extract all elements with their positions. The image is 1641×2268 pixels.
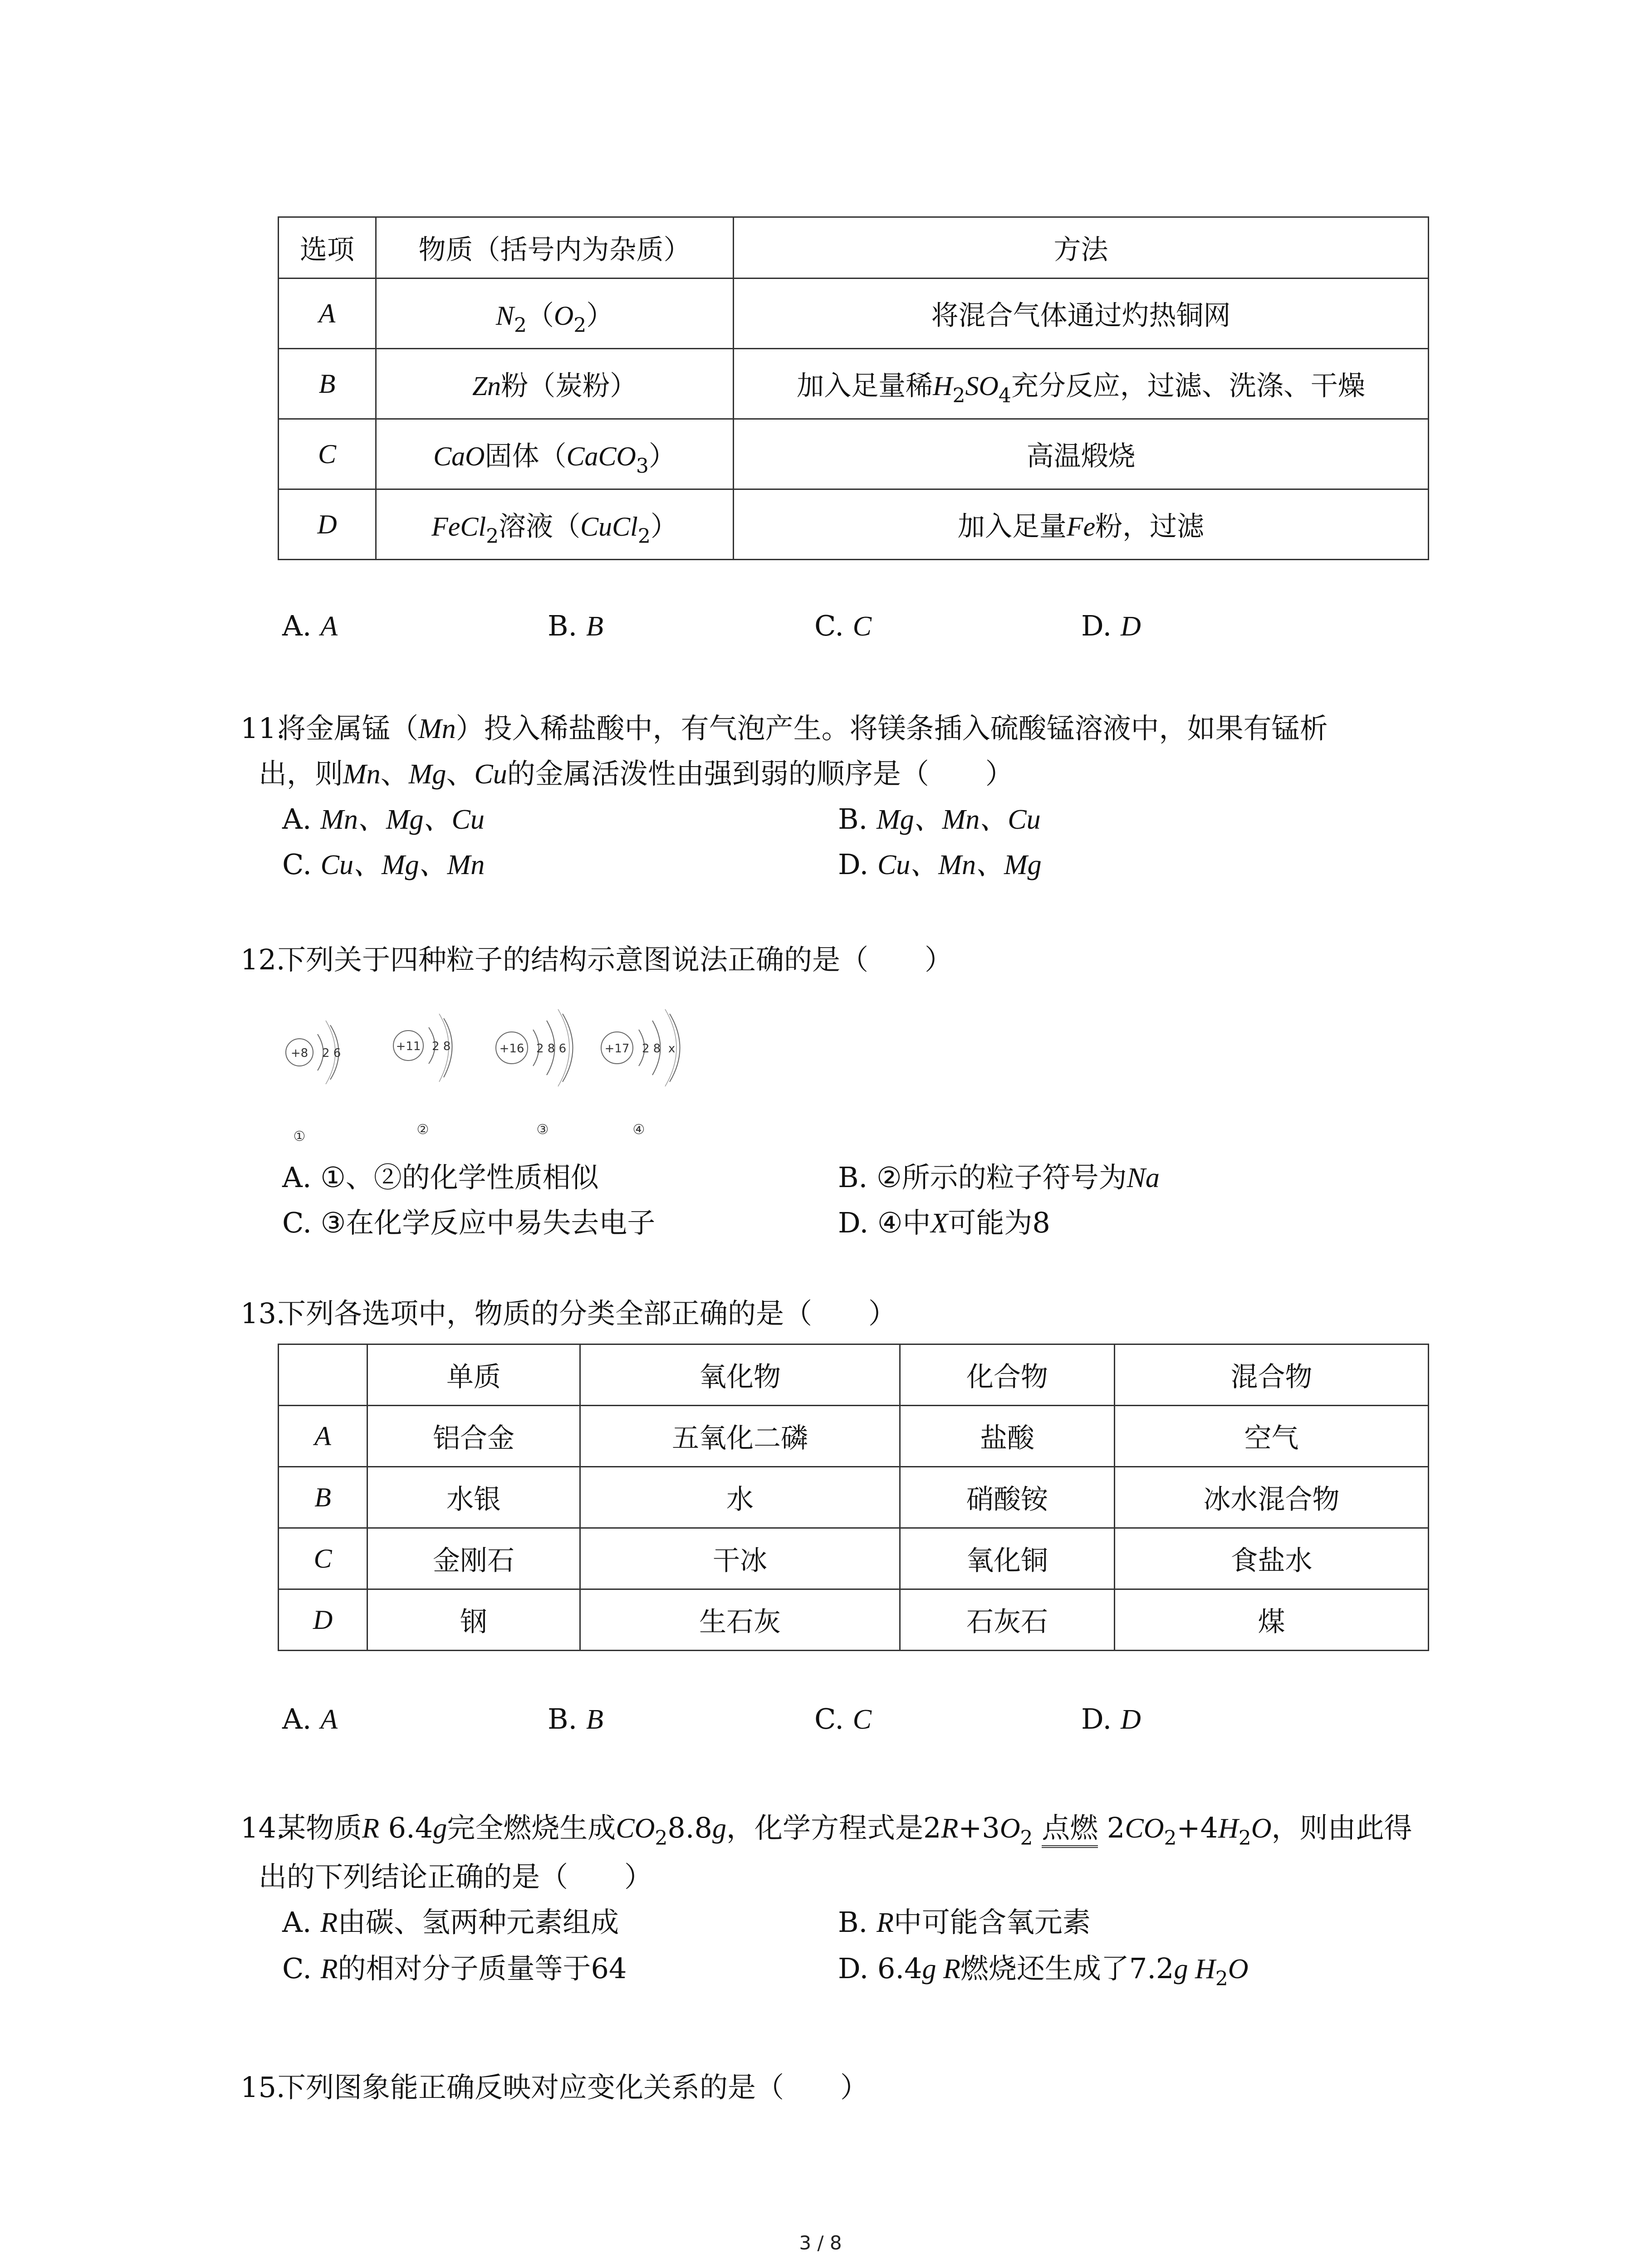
q12-option-d[interactable]: D. ④中X可能为8	[838, 1206, 1050, 1239]
table-cell: 空气	[1115, 1406, 1429, 1467]
header-blank	[279, 1344, 367, 1406]
table-cell: 钢	[367, 1589, 580, 1651]
table-row	[279, 1467, 1429, 1528]
q11-option-c[interactable]: C. Cu、Mg、Mn	[282, 848, 485, 881]
method-cell: 加入足量Fe粉，过滤	[734, 489, 1429, 560]
table-cell: 金刚石	[367, 1528, 580, 1589]
svg-text:③: ③	[536, 1122, 549, 1138]
q13-option-a[interactable]: A. A	[282, 1702, 338, 1735]
q15-number: 15.	[240, 2071, 285, 2104]
svg-text:②: ②	[416, 1122, 429, 1138]
option-cell: A	[279, 1406, 367, 1467]
atom-diagram-3	[496, 1009, 573, 1138]
q14-option-a[interactable]: A. R由碳、氢两种元素组成	[282, 1906, 619, 1939]
option-cell: D	[279, 489, 376, 560]
option-cell: C	[279, 1528, 367, 1589]
table-cell: 食盐水	[1115, 1528, 1429, 1589]
method-cell: 高温煅烧	[734, 419, 1429, 489]
svg-text:+16: +16	[499, 1042, 524, 1056]
table-row	[279, 419, 1429, 489]
atom-diagram-2	[393, 1014, 452, 1138]
table-cell: 干冰	[580, 1528, 900, 1589]
option-cell: B	[279, 349, 376, 419]
q12-option-a[interactable]: A. ①、②的化学性质相似	[282, 1161, 599, 1194]
q14-stem-line1: 某物质R 6.4g完全燃烧生成$CO_28.8g$，化学方程式是$2R+3O_2$ 点燃 $2CO_2+4H_2O$，则由此得	[278, 1811, 1412, 1850]
q12-option-b[interactable]: B. ②所示的粒子符号为Na	[838, 1161, 1160, 1194]
table-row	[279, 1589, 1429, 1651]
table-cell: 铝合金	[367, 1406, 580, 1467]
svg-text:+11: +11	[396, 1040, 421, 1053]
option-cell: C	[279, 419, 376, 489]
svg-text:2 8 6: 2 8 6	[536, 1042, 567, 1056]
q13-option-c[interactable]: C. C	[814, 1702, 872, 1735]
q14-number: 14.	[240, 1811, 285, 1844]
q11-stem-line1: 将金属锰（Mn）投入稀盐酸中，有气泡产生。将镁条插入硫酸锰溶液中，如果有锰析	[278, 712, 1328, 745]
q14-option-d[interactable]: D. 6.4g R燃烧还生成了7.2g $H_2O$	[838, 1952, 1249, 1990]
table-cell: 氧化铜	[900, 1528, 1115, 1589]
header-oxide: 氧化物	[580, 1344, 900, 1406]
svg-text:④: ④	[632, 1122, 645, 1138]
table-cell: 生石灰	[580, 1589, 900, 1651]
svg-text:+8: +8	[290, 1046, 309, 1060]
q11-option-d[interactable]: D. Cu、Mn、Mg	[838, 848, 1042, 881]
header-mixture: 混合物	[1115, 1344, 1429, 1406]
q11-option-b[interactable]: B. Mg、Mn、Cu	[838, 802, 1041, 836]
q10-option-b[interactable]: B. B	[548, 609, 603, 642]
table-row	[279, 1406, 1429, 1467]
atom-diagram-4	[601, 1009, 680, 1138]
q13-option-d[interactable]: D. D	[1081, 1702, 1141, 1735]
svg-text:2 6: 2 6	[322, 1046, 341, 1060]
q10-option-a[interactable]: A. A	[282, 609, 338, 642]
q13-number: 13.	[240, 1297, 285, 1330]
atomic-structure-diagrams	[272, 989, 726, 1148]
svg-text:①: ①	[293, 1129, 306, 1144]
q13-stem: 下列各选项中，物质的分类全部正确的是（ ）	[278, 1297, 897, 1330]
method-cell: 将混合气体通过灼热铜网	[734, 279, 1429, 349]
table-row	[279, 279, 1429, 349]
reaction-condition: 点燃	[1042, 1811, 1098, 1848]
q12-number: 12.	[240, 943, 285, 976]
q12-stem: 下列关于四种粒子的结构示意图说法正确的是（ ）	[278, 943, 953, 976]
atom-diagram-1	[286, 1021, 341, 1144]
table-cell: 硝酸铵	[900, 1467, 1115, 1528]
table-cell: 水银	[367, 1467, 580, 1528]
substance-cell: Zn粉（炭粉）	[376, 349, 734, 419]
table-cell: 煤	[1115, 1589, 1429, 1651]
q14-option-b[interactable]: B. R中可能含氧元素	[838, 1906, 1091, 1939]
table-cell: 五氧化二磷	[580, 1406, 900, 1467]
q13-option-b[interactable]: B. B	[548, 1702, 603, 1735]
header-substance: 物质（括号内为杂质）	[376, 217, 734, 279]
table-cell: 冰水混合物	[1115, 1467, 1429, 1528]
table-cell: 水	[580, 1467, 900, 1528]
q14-stem-line2: 出的下列结论正确的是（ ）	[259, 1860, 653, 1893]
method-cell: 加入足量稀$H_2SO_4$充分反应，过滤、洗涤、干燥	[734, 349, 1429, 419]
q12-option-c[interactable]: C. ③在化学反应中易失去电子	[282, 1206, 656, 1239]
purification-table	[278, 216, 1429, 560]
header-method: 方法	[734, 217, 1429, 279]
page-number: 3 / 8	[799, 2232, 842, 2254]
q11-number: 11.	[240, 712, 285, 745]
q10-option-d[interactable]: D. D	[1081, 609, 1141, 642]
substance-cell: CaO固体（CaCO$_3$）	[376, 419, 734, 489]
q11-option-a[interactable]: A. Mn、Mg、Cu	[282, 802, 485, 836]
option-cell: A	[279, 279, 376, 349]
svg-text:2 8 x: 2 8 x	[642, 1042, 676, 1056]
svg-text:+17: +17	[604, 1042, 630, 1056]
table-cell: 盐酸	[900, 1406, 1115, 1467]
table-row	[279, 349, 1429, 419]
option-cell: B	[279, 1467, 367, 1528]
header-element: 单质	[367, 1344, 580, 1406]
table-cell: 石灰石	[900, 1589, 1115, 1651]
svg-text:2 8: 2 8	[432, 1040, 451, 1053]
header-option: 选项	[279, 217, 376, 279]
table-row	[279, 1528, 1429, 1589]
table-row	[279, 489, 1429, 560]
classification-table	[278, 1344, 1429, 1651]
q15-stem: 下列图象能正确反映对应变化关系的是（ ）	[278, 2071, 869, 2104]
option-cell: D	[279, 1589, 367, 1651]
header-compound: 化合物	[900, 1344, 1115, 1406]
q11-stem-line2: 出，则Mn、Mg、Cu的金属活泼性由强到弱的顺序是（ ）	[259, 757, 1014, 790]
q10-option-c[interactable]: C. C	[814, 609, 872, 642]
substance-cell: FeCl$_2$溶液（CuCl$_2$）	[376, 489, 734, 560]
q14-option-c[interactable]: C. R的相对分子质量等于64	[282, 1952, 627, 1985]
substance-cell: $N_2(O_2)$	[376, 279, 734, 349]
